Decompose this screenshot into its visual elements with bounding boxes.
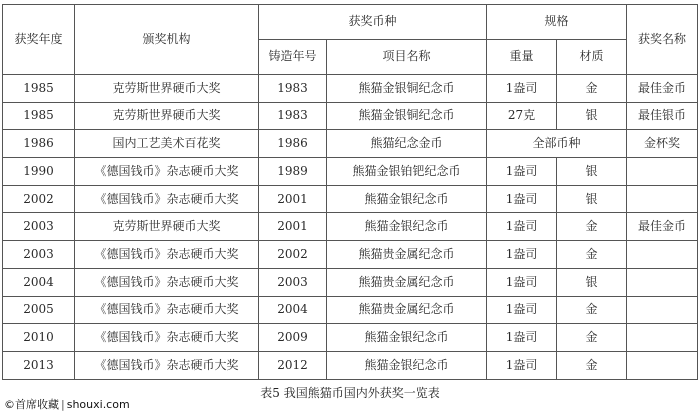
cell-weight: 1盎司 [487,75,557,103]
cell-minted-year: 2004 [259,296,327,324]
cell-weight: 1盎司 [487,213,557,241]
cell-organizer: 克劳斯世界硬币大奖 [75,75,259,103]
cell-award-name [627,351,698,379]
cell-material: 银 [557,102,627,130]
header-coin-type: 获奖币种 [259,5,487,40]
table-caption: 表5 我国熊猫币国内外获奖一览表 [260,386,440,400]
cell-minted-year: 1983 [259,75,327,103]
header-award-year: 获奖年度 [3,5,75,75]
awards-table-container [2,4,698,380]
header-weight: 重量 [487,40,557,75]
cell-material: 银 [557,268,627,296]
cell-award-year: 1990 [3,158,75,186]
cell-minted-year: 1983 [259,102,327,130]
cell-award-year: 1985 [3,102,75,130]
cell-award-name [627,296,698,324]
cell-item-name: 熊猫金银纪念币 [327,185,487,213]
cell-material: 金 [557,213,627,241]
cell-material: 银 [557,185,627,213]
awards-table [2,4,698,380]
cell-minted-year: 1986 [259,130,327,158]
cell-item-name: 熊猫金银铜纪念币 [327,75,487,103]
cell-organizer: 克劳斯世界硬币大奖 [75,213,259,241]
cell-item-name: 熊猫金银铜纪念币 [327,102,487,130]
cell-organizer: 《德国钱币》杂志硬币大奖 [75,296,259,324]
cell-award-year: 2003 [3,241,75,269]
cell-weight: 1盎司 [487,268,557,296]
cell-item-name: 熊猫贵金属纪念币 [327,241,487,269]
header-row-1 [3,5,698,40]
table-row [3,268,698,296]
cell-award-name [627,268,698,296]
cell-award-year: 2003 [3,213,75,241]
cell-weight: 1盎司 [487,324,557,352]
header-material: 材质 [557,40,627,75]
cell-minted-year: 2001 [259,213,327,241]
cell-award-name: 最佳金币 [627,213,698,241]
watermark-copyright: ©首席收藏 [4,398,59,411]
cell-weight: 1盎司 [487,351,557,379]
table-row [3,75,698,103]
cell-item-name: 熊猫金银铂钯纪念币 [327,158,487,186]
header-spec: 规格 [487,5,627,40]
table-row [3,241,698,269]
cell-award-name: 最佳银币 [627,102,698,130]
header-item-name: 项目名称 [327,40,487,75]
cell-organizer: 《德国钱币》杂志硬币大奖 [75,268,259,296]
header-organizer: 颁奖机构 [75,5,259,75]
cell-award-year: 2005 [3,296,75,324]
cell-weight: 1盎司 [487,158,557,186]
cell-material: 金 [557,351,627,379]
cell-award-name [627,324,698,352]
cell-item-name: 熊猫贵金属纪念币 [327,296,487,324]
table-row [3,185,698,213]
cell-award-name [627,241,698,269]
cell-spec-merged: 全部币种 [487,130,627,158]
cell-organizer: 《德国钱币》杂志硬币大奖 [75,241,259,269]
cell-award-year: 2013 [3,351,75,379]
cell-award-name [627,158,698,186]
cell-award-year: 1986 [3,130,75,158]
cell-material: 银 [557,158,627,186]
cell-award-name [627,185,698,213]
header-minted-year: 铸造年号 [259,40,327,75]
header-award-name: 获奖名称 [627,5,698,75]
cell-minted-year: 2012 [259,351,327,379]
cell-material: 金 [557,296,627,324]
table-row [3,213,698,241]
cell-award-year: 1985 [3,75,75,103]
cell-organizer: 《德国钱币》杂志硬币大奖 [75,185,259,213]
cell-organizer: 《德国钱币》杂志硬币大奖 [75,324,259,352]
cell-minted-year: 1989 [259,158,327,186]
cell-weight: 27克 [487,102,557,130]
watermark-separator: | [61,398,65,411]
watermark [4,396,130,412]
table-row [3,130,698,158]
cell-weight: 1盎司 [487,241,557,269]
cell-material: 金 [557,241,627,269]
cell-award-name: 最佳金币 [627,75,698,103]
cell-minted-year: 2009 [259,324,327,352]
cell-award-year: 2004 [3,268,75,296]
cell-award-year: 2002 [3,185,75,213]
cell-award-name: 金杯奖 [627,130,698,158]
table-row [3,296,698,324]
cell-award-year: 2010 [3,324,75,352]
cell-material: 金 [557,324,627,352]
cell-item-name: 熊猫贵金属纪念币 [327,268,487,296]
table-row [3,158,698,186]
table-body [3,75,698,380]
cell-organizer: 国内工艺美术百花奖 [75,130,259,158]
cell-organizer: 《德国钱币》杂志硬币大奖 [75,158,259,186]
cell-minted-year: 2003 [259,268,327,296]
cell-minted-year: 2001 [259,185,327,213]
cell-material: 金 [557,75,627,103]
cell-item-name: 熊猫金银纪念币 [327,324,487,352]
watermark-site: shouxi.com [66,398,130,411]
cell-weight: 1盎司 [487,185,557,213]
cell-minted-year: 2002 [259,241,327,269]
cell-weight: 1盎司 [487,296,557,324]
table-row [3,324,698,352]
cell-organizer: 克劳斯世界硬币大奖 [75,102,259,130]
cell-organizer: 《德国钱币》杂志硬币大奖 [75,351,259,379]
cell-item-name: 熊猫金银纪念币 [327,351,487,379]
cell-item-name: 熊猫纪念金币 [327,130,487,158]
cell-item-name: 熊猫金银纪念币 [327,213,487,241]
table-row [3,351,698,379]
table-row [3,102,698,130]
